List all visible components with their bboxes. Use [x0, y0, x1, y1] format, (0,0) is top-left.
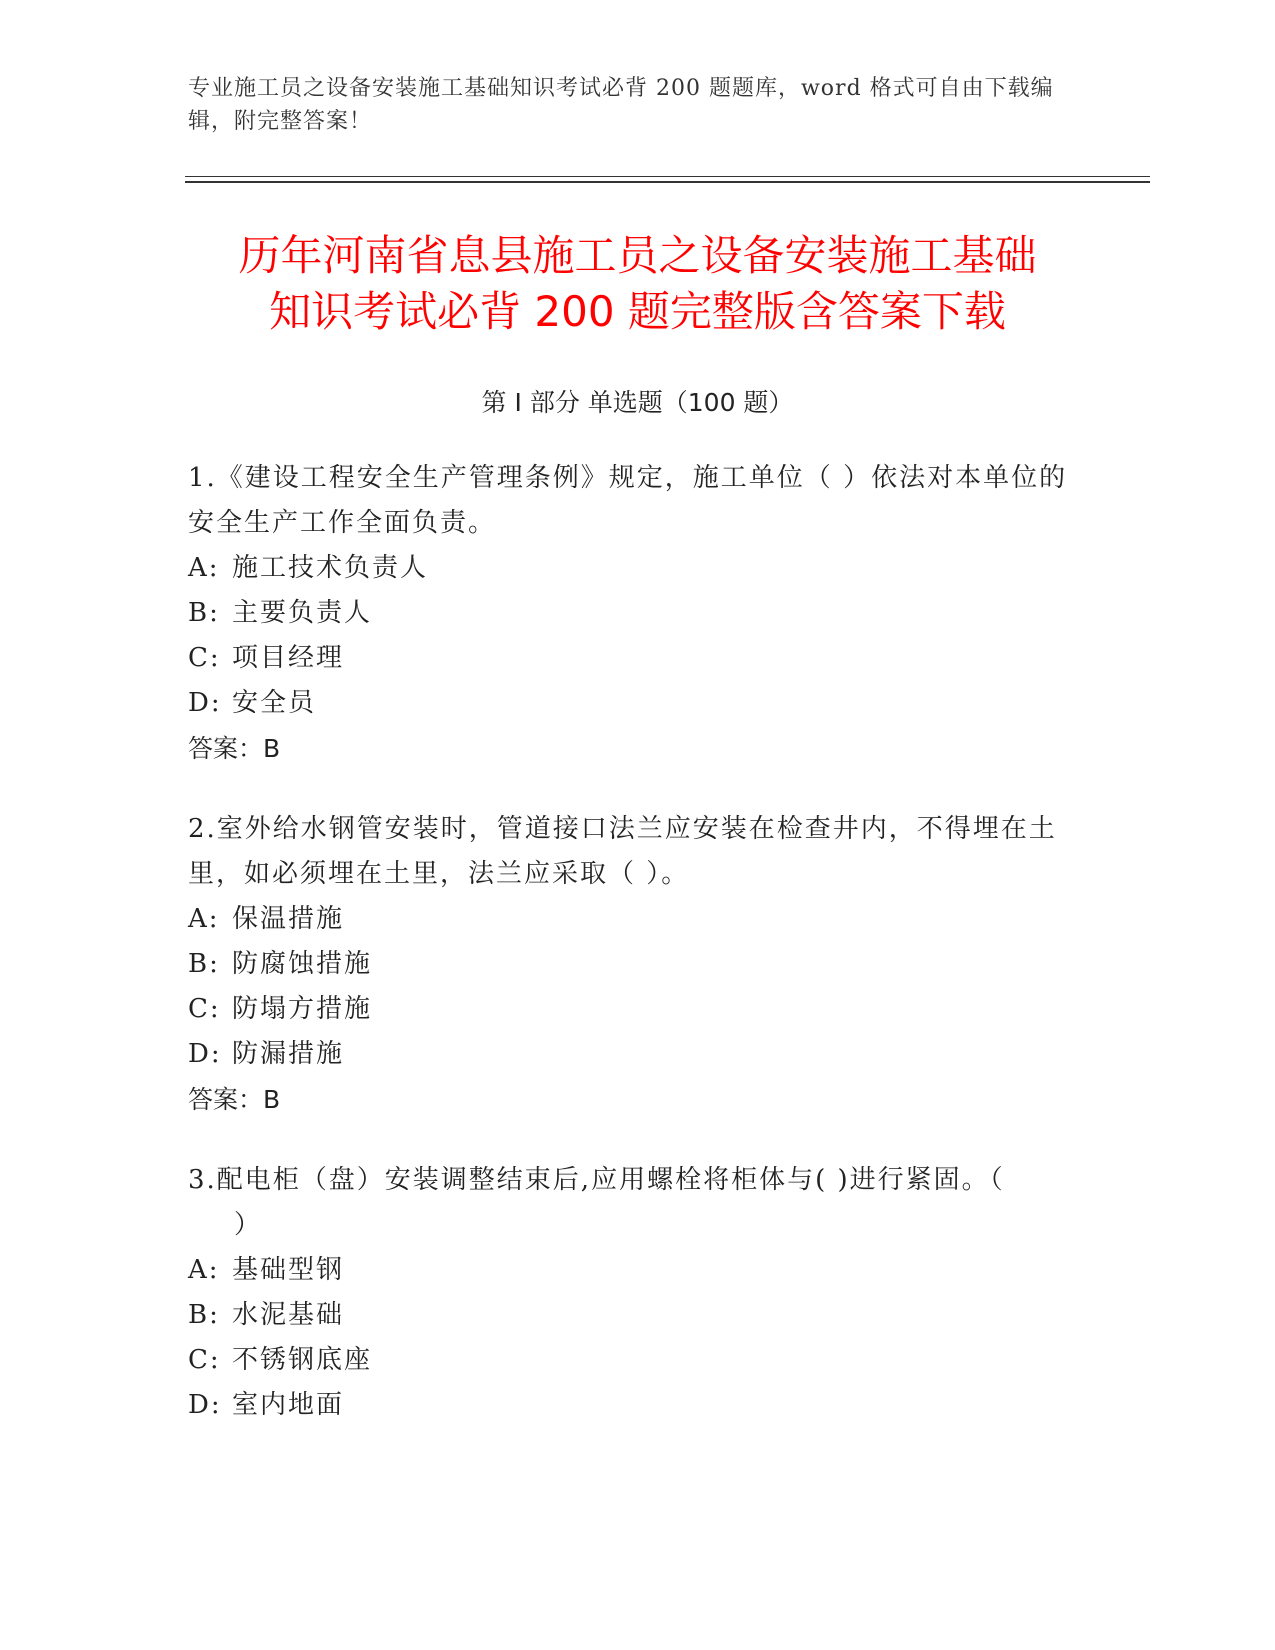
option-text: 室内地面: [232, 1390, 345, 1420]
document-title-line-1: 历年河南省息县施工员之设备安装施工基础: [238, 231, 1037, 280]
question-3: [188, 1158, 1068, 1428]
question-1: [188, 456, 1068, 771]
header-note: 专业施工员之设备安装施工基础知识考试必背 200 题题库，word 格式可自由下载编辑，附完整答案！: [188, 76, 1054, 134]
option-letter: D:: [188, 688, 222, 718]
question-1-option-b: [188, 591, 1068, 636]
question-2: [188, 807, 1068, 1122]
question-2-option-b: [188, 942, 1068, 987]
document-title-line-2: 知识考试必背 200 题完整版含答案下载: [269, 287, 1006, 336]
option-text: 基础型钢: [232, 1255, 345, 1285]
option-letter: A:: [188, 1255, 220, 1285]
option-text: 水泥基础: [232, 1300, 345, 1330]
header-divider: [185, 176, 1150, 183]
question-1-answer: 答案：B: [188, 734, 281, 763]
option-text: 项目经理: [232, 643, 345, 673]
question-2-option-c: [188, 987, 1068, 1032]
question-1-option-a: [188, 546, 1068, 591]
option-letter: D:: [188, 1390, 222, 1420]
question-3-option-d: [188, 1383, 1068, 1428]
option-text: 施工技术负责人: [232, 553, 429, 583]
option-text: 安全员: [232, 688, 317, 718]
option-letter: D:: [188, 1039, 222, 1069]
option-letter: C:: [188, 994, 221, 1024]
question-1-stem: 1.《建设工程安全生产管理条例》规定，施工单位（ ）依法对本单位的安全生产工作全面负责。: [188, 463, 1068, 538]
option-text: 不锈钢底座: [232, 1345, 373, 1375]
section-title: 第 I 部分 单选题（100 题）: [481, 388, 794, 417]
option-letter: B:: [188, 598, 220, 628]
document-title: [150, 228, 1125, 340]
option-text: 防漏措施: [232, 1039, 345, 1069]
question-3-stem: [188, 1158, 1068, 1248]
option-text: 主要负责人: [232, 598, 373, 628]
question-2-stem: 2.室外给水钢管安装时，管道接口法兰应安装在检查井内，不得埋在土里，如必须埋在土里，法兰应采取（ ）。: [188, 814, 1057, 889]
question-3-stem-line-2: ）: [234, 1210, 263, 1240]
question-3-option-c: [188, 1338, 1068, 1383]
question-2-answer: 答案：B: [188, 1085, 281, 1114]
option-letter: A:: [188, 553, 220, 583]
option-text: 防腐蚀措施: [232, 949, 373, 979]
option-text: 保温措施: [232, 904, 345, 934]
question-3-option-a: [188, 1248, 1068, 1293]
option-letter: B:: [188, 949, 220, 979]
option-letter: A:: [188, 904, 220, 934]
question-3-option-b: [188, 1293, 1068, 1338]
option-letter: B:: [188, 1300, 220, 1330]
option-letter: C:: [188, 1345, 221, 1375]
question-1-option-d: [188, 681, 1068, 726]
question-3-stem-line-1: 3.配电柜（盘）安装调整结束后,应用螺栓将柜体与( )进行紧固。（: [188, 1165, 1005, 1195]
question-2-option-d: [188, 1032, 1068, 1077]
question-2-option-a: [188, 897, 1068, 942]
option-letter: C:: [188, 643, 221, 673]
option-text: 防塌方措施: [232, 994, 373, 1024]
question-1-option-c: [188, 636, 1068, 681]
